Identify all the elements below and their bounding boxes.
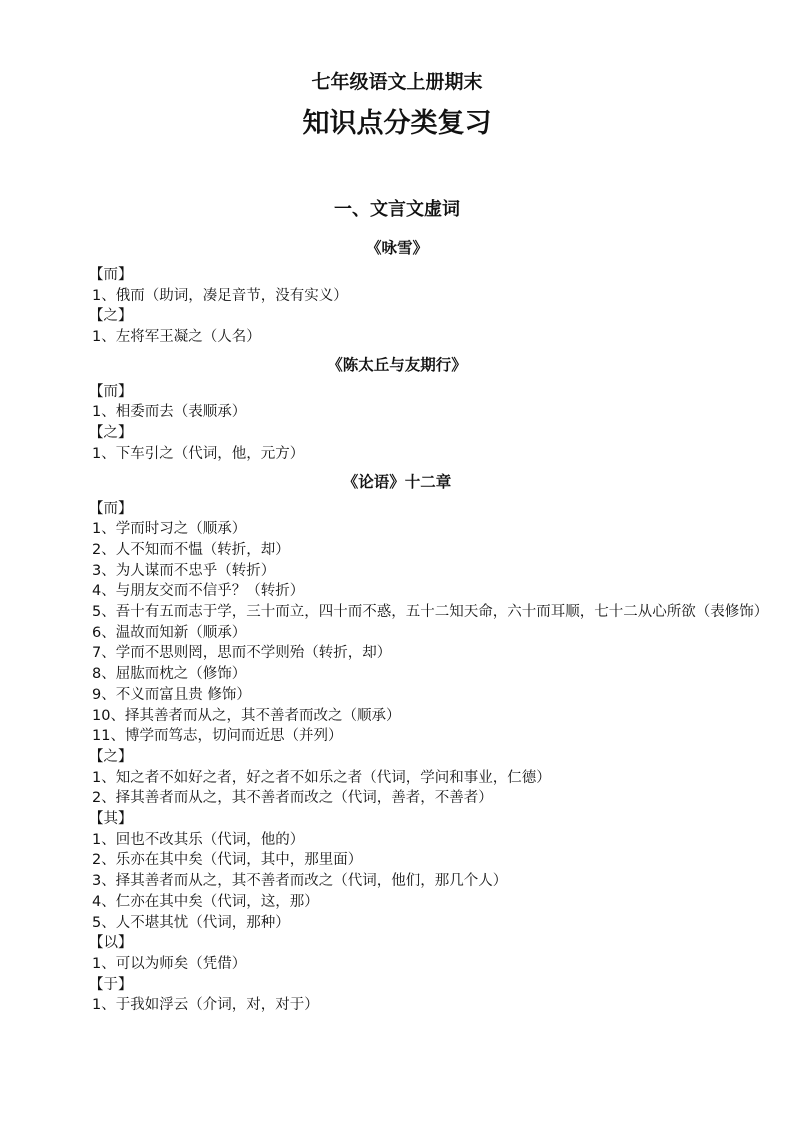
- list-item: 1、于我如浮云（介词，对，对于）: [92, 997, 319, 1014]
- list-item: 1、左将军王凝之（人名）: [92, 329, 261, 346]
- work-block: [0, 233, 794, 348]
- list-item: 2、乐亦在其中矣（代词，其中，那里面）: [92, 852, 363, 869]
- document-title-line1: 七年级语文上册期末: [311, 71, 483, 93]
- list-item: 4、仁亦在其中矣（代词，这，那）: [92, 893, 319, 910]
- work-title: 《论语》十二章: [342, 472, 452, 491]
- list-item: 1、学而时习之（顺承）: [92, 521, 247, 538]
- list-item: 7、学而不思则罔，思而不学则殆（转折，却）: [92, 645, 392, 662]
- char-group: [0, 809, 794, 933]
- list-item: 9、不义而富且贵 修饰）: [92, 686, 251, 703]
- char-heading: 【之】: [89, 748, 133, 765]
- char-group: [0, 382, 794, 423]
- char-group: [0, 747, 794, 809]
- document-title-line2: 知识点分类复习: [302, 108, 492, 139]
- char-heading: 【以】: [89, 935, 133, 952]
- list-item: 1、回也不改其乐（代词，他的）: [92, 831, 305, 848]
- char-group: [0, 499, 794, 747]
- char-group: [0, 933, 794, 974]
- char-heading: 【而】: [89, 267, 133, 283]
- work-title: 《陈太丘与友期行》: [327, 355, 467, 374]
- list-item: 8、屈肱而枕之（修饰）: [92, 666, 247, 683]
- list-item: 6、温故而知新（顺承）: [92, 624, 247, 641]
- char-heading: 【而】: [89, 500, 133, 517]
- work-block: [0, 350, 794, 465]
- list-item: 1、知之者不如好之者，好之者不如乐之者（代词，学问和事业，仁德）: [92, 769, 551, 786]
- list-item: 1、可以为师矣（凭借）: [92, 955, 247, 972]
- char-group: [0, 265, 794, 306]
- list-item: 1、相委而去（表顺承）: [92, 404, 247, 421]
- list-item: 5、人不堪其忧（代词，那种）: [92, 914, 290, 931]
- list-item: 1、俄而（助词，凑足音节，没有实义）: [92, 287, 348, 304]
- list-item: 5、吾十有五而志于学，三十而立，四十而不惑，五十二知天命，六十而耳顺，七十二从心所欲（表修饰）: [92, 604, 769, 621]
- document-content: [0, 195, 794, 1016]
- char-heading: 【之】: [89, 308, 133, 325]
- list-item: 3、为人谋而不忠乎（转折）: [92, 562, 276, 579]
- section-heading: 一、文言文虚词: [334, 199, 460, 220]
- list-item: 11、博学而笃志，切问而近思（并列）: [92, 728, 343, 745]
- list-item: 1、下车引之（代词，他，元方）: [92, 445, 305, 462]
- list-item: 4、与朋友交而不信乎？（转折）: [92, 583, 305, 600]
- list-item: 10、择其善者而从之，其不善者而改之（顺承）: [92, 707, 401, 724]
- char-group: [0, 975, 794, 1016]
- char-group: [0, 423, 794, 464]
- char-heading: 【于】: [89, 976, 133, 993]
- list-item: 2、择其善者而从之，其不善者而改之（代词，善者，不善者）: [92, 790, 493, 807]
- work-title: 《咏雪》: [365, 239, 428, 257]
- list-item: 3、择其善者而从之，其不善者而改之（代词，他们，那几个人）: [92, 873, 508, 890]
- char-heading: 【而】: [89, 383, 133, 400]
- work-block: [0, 467, 794, 1017]
- list-item: 2、人不知而不愠（转折，却）: [92, 541, 290, 558]
- char-heading: 【其】: [89, 811, 133, 828]
- char-heading: 【之】: [89, 425, 133, 442]
- char-group: [0, 306, 794, 347]
